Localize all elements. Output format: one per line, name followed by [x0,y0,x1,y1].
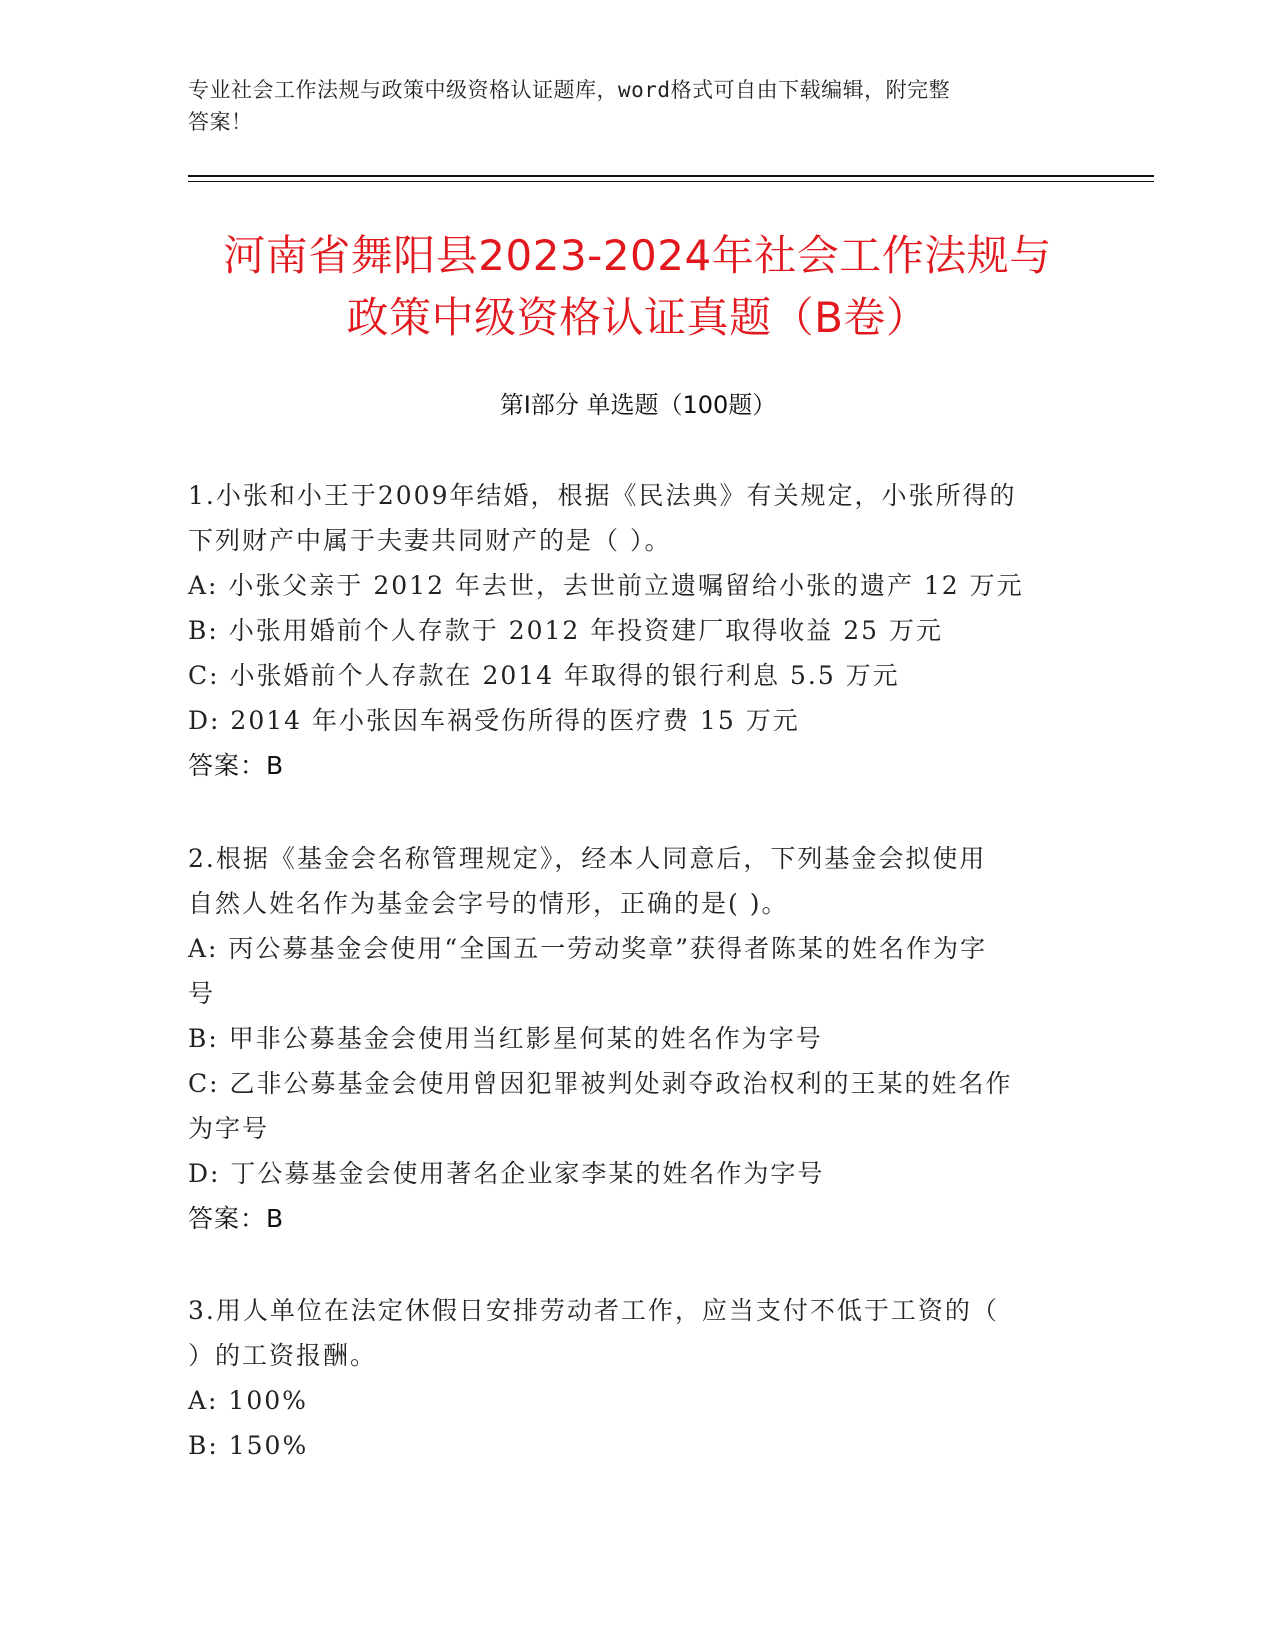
document-title-line-1: 河南省舞阳县2023-2024年社会工作法规与 [223,231,1052,280]
answer-label: 答案：B [188,751,285,780]
question-2 [188,836,1088,1241]
question-1 [188,473,1088,788]
option-b: B: 甲非公募基金会使用当红影星何某的姓名作为字号 [188,1024,823,1053]
header-note-line-1: 专业社会工作法规与政策中级资格认证题库，word格式可自由下载编辑，附完整 [188,78,951,102]
option-a: A: 100% [188,1386,308,1415]
option-b: B: 150% [188,1431,309,1460]
option-a-continued: 号 [188,979,216,1008]
option-d: D: 2014 年小张因车祸受伤所得的医疗费 15 万元 [188,706,800,735]
answer-label: 答案：B [188,1204,285,1233]
header-divider-thick [188,175,1154,177]
header-note-line-2: 答案！ [188,110,253,134]
section-title: 第I部分 单选题（100题） [499,391,777,419]
question-stem-line: 自然人姓名作为基金会字号的情形，正确的是( )。 [188,889,789,918]
header-note [188,74,1068,138]
option-a: A: 丙公募基金会使用“全国五一劳动奖章”获得者陈某的姓名作为字 [188,934,987,963]
option-c: C: 小张婚前个人存款在 2014 年取得的银行利息 5.5 万元 [188,661,900,690]
option-d: D: 丁公募基金会使用著名企业家李某的姓名作为字号 [188,1159,825,1188]
question-stem-line: 下列财产中属于夫妻共同财产的是（ ）。 [188,526,672,555]
question-stem-line: ）的工资报酬。 [188,1341,378,1370]
option-b: B: 小张用婚前个人存款于 2012 年投资建厂取得收益 25 万元 [188,616,943,645]
document-title [150,225,1125,349]
option-c: C: 乙非公募基金会使用曾因犯罪被判处剥夺政治权利的王某的姓名作 [188,1069,1013,1098]
question-3 [188,1288,1088,1468]
header-divider-thin [188,181,1154,182]
option-a: A: 小张父亲于 2012 年去世，去世前立遗嘱留给小张的遗产 12 万元 [188,571,1024,600]
document-title-line-2: 政策中级资格认证真题（B卷） [346,293,929,342]
question-stem-line: 1.小张和小王于2009年结婚，根据《民法典》有关规定，小张所得的 [188,481,1017,510]
question-stem-line: 2.根据《基金会名称管理规定》，经本人同意后，下列基金会拟使用 [188,844,987,873]
question-stem-line: 3.用人单位在法定休假日安排劳动者工作，应当支付不低于工资的（ [188,1296,999,1325]
option-c-continued: 为字号 [188,1114,270,1143]
